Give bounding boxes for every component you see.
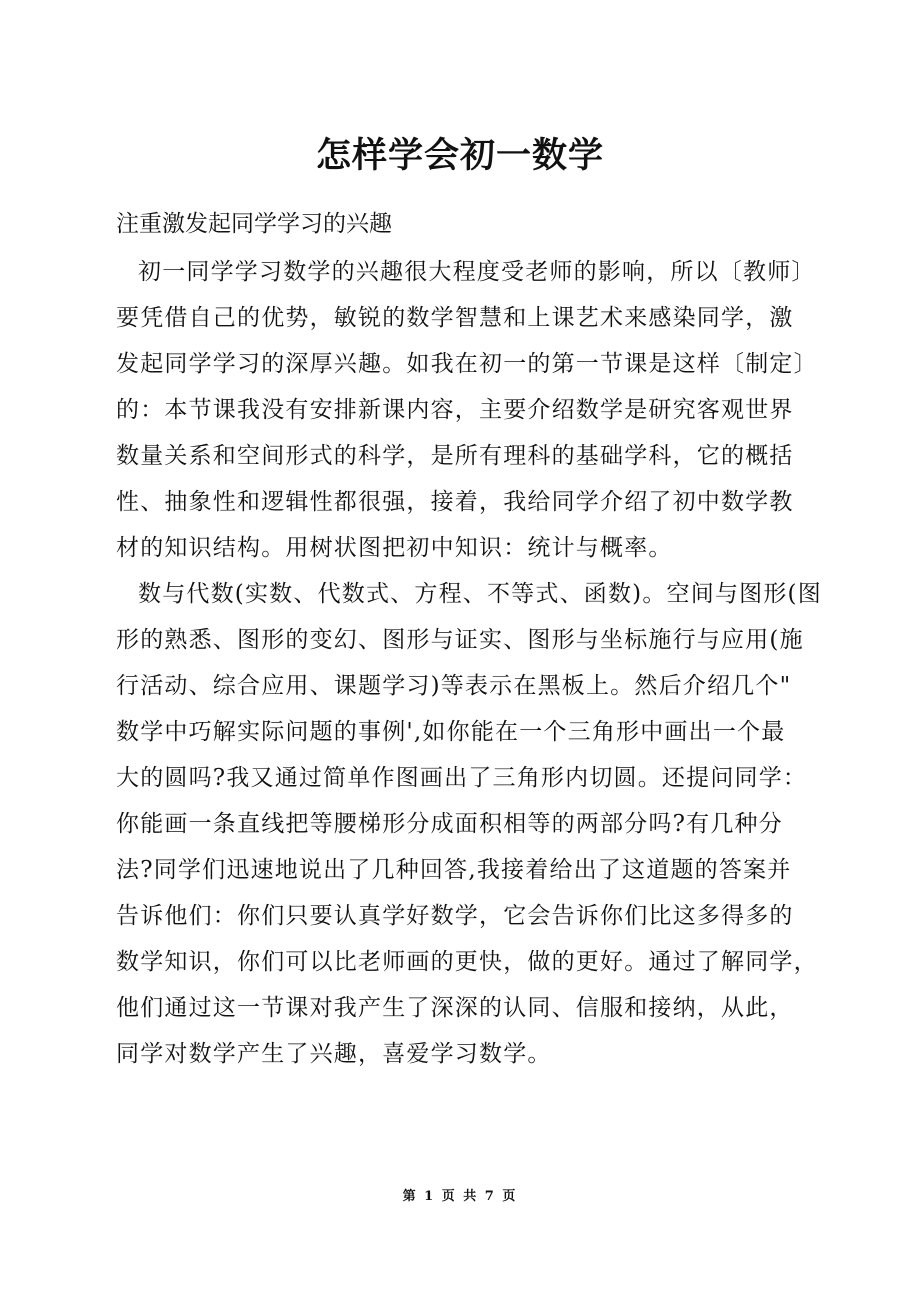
paragraph-line: 的：本节课我没有安排新课内容，主要介绍数学是研究客观世界 [116, 397, 794, 423]
paragraph-line: 他们通过这一节课对我产生了深深的认同、信服和接纳，从此， [116, 995, 794, 1021]
paragraph-line: 数量关系和空间形式的科学，是所有理科的基础学科，它的概括 [116, 443, 794, 469]
paragraph-line: 行活动、综合应用、课题学习)等表示在黑板上。然后介绍几个" [116, 673, 792, 699]
document-body [116, 203, 822, 1077]
paragraph-line: 发起同学学习的深厚兴趣。如我在初一的第一节课是这样〔制定〕 [116, 351, 818, 377]
paragraph-2 [116, 571, 822, 1077]
paragraph-line: 性、抽象性和逻辑性都很强，接着，我给同学介绍了初中数学教 [116, 489, 794, 515]
paragraph-line: 初一同学学习数学的兴趣很大程度受老师的影响，所以〔教师〕 [138, 259, 816, 285]
paragraph-line: 要凭借自己的优势，敏锐的数学智慧和上课艺术来感染同学，激 [116, 305, 794, 331]
paragraph-line: 数与代数(实数、代数式、方程、不等式、函数)。空间与图形(图 [138, 581, 822, 607]
paragraph-line: 数学中巧解实际问题的事例',如你能在一个三角形中画出一个最 [116, 719, 786, 745]
paragraph-line: 材的知识结构。用树状图把初中知识：统计与概率。 [116, 535, 673, 561]
paragraph-line: 同学对数学产生了兴趣，喜爱学习数学。 [116, 1041, 552, 1067]
paragraph-line: 告诉他们：你们只要认真学好数学，它会告诉你们比这多得多的 [116, 903, 794, 929]
paragraph-1 [116, 249, 816, 571]
paragraph-line: 你能画一条直线把等腰梯形分成面积相等的两部分吗?有几种分 [116, 811, 783, 837]
section-heading: 注重激发起同学学习的兴趣 [116, 211, 392, 237]
paragraph-line: 数学知识，你们可以比老师画的更快，做的更好。通过了解同学， [116, 949, 818, 975]
paragraph-line: 法?同学们迅速地说出了几种回答,我接着给出了这道题的答案并 [116, 857, 792, 883]
document-title: 怎样学会初一数学 [315, 135, 604, 176]
page-footer: 第 1 页 共 7 页 [402, 1189, 518, 1204]
paragraph-line: 形的熟悉、图形的变幻、图形与证实、图形与坐标施行与应用(施 [116, 627, 804, 653]
paragraph-line: 大的圆吗?我又通过简单作图画出了三角形内切圆。还提问同学： [116, 765, 808, 791]
